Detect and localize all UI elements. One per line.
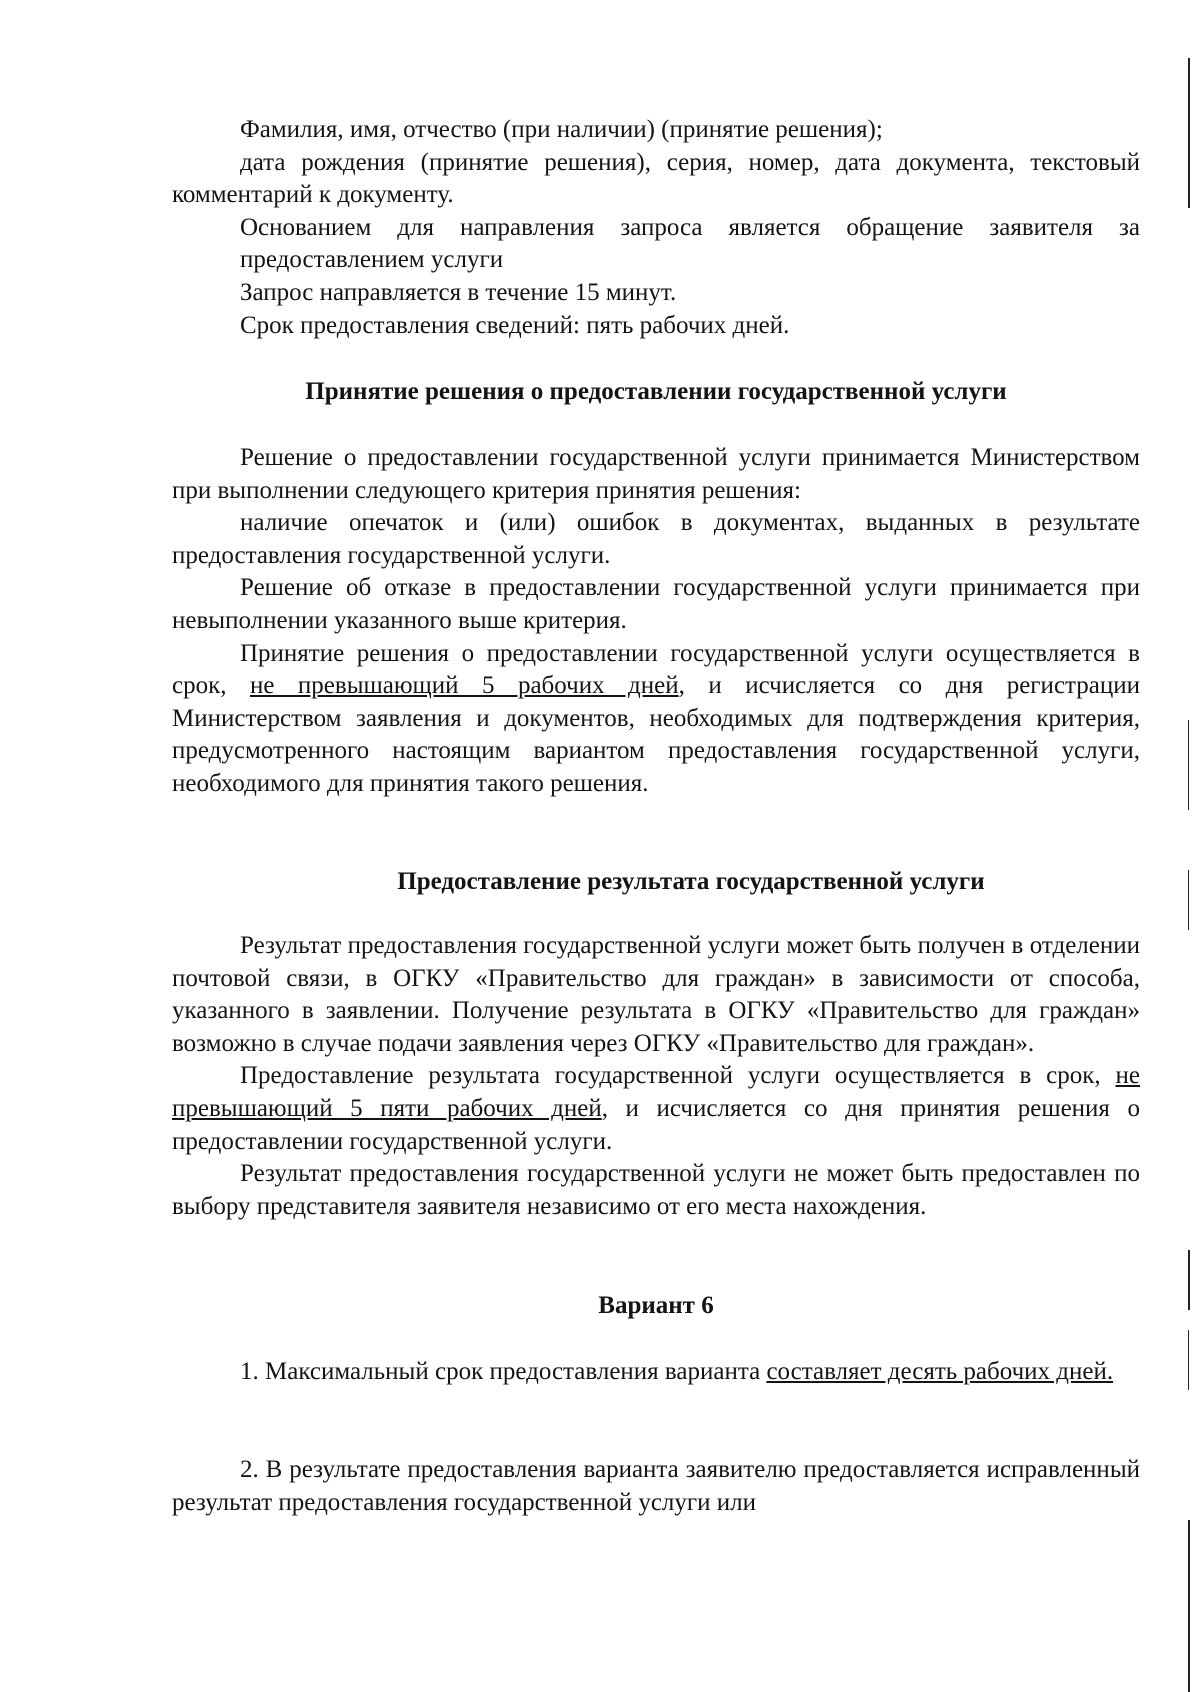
scan-edge-mark [1188, 870, 1189, 930]
scan-edge-mark [1188, 58, 1190, 208]
scan-edge-mark [1188, 1250, 1190, 1310]
intro-line-4: Запрос направляется в течение 15 минут. [240, 278, 677, 306]
decision-paragraph-1: Решение о предоставлении государственной услуги принимается Министерством при выполнении следующего критерия принятия решения: [172, 444, 1140, 504]
result-paragraph-1: Результат предоставления государственной услуги может быть получен в отделении почтовой связи, в ОГКУ «Правительство для граждан» в зависимости от способа, указанного в заявлении. Получение результата в ОГКУ «Правительство для граждан» возможно в случае подачи заявления через ОГКУ «Правительство для граждан». [172, 932, 1140, 1057]
section-heading-decision: Принятие решения о предоставлении государственной услуги [305, 378, 1007, 405]
result-paragraph-3: Результат предоставления государственной услуги не может быть предоставлен по выбору представителя заявителя независимо от его места нахождения. [172, 1160, 1140, 1220]
intro-line-1: Фамилия, имя, отчество (при наличии) (принятие решения); [240, 116, 883, 143]
section-heading-result: Предоставление результата государственной услуги [397, 868, 985, 895]
decision-p4-start: Принятие решения о предоставлении государственной услуги осуществляется в срок, [172, 639, 1140, 700]
scan-edge-mark [1188, 720, 1189, 810]
decision-paragraph-3: Решение об отказе в предоставлении государственной услуги принимается при невыполнении указанного выше критерия. [172, 574, 1140, 634]
variant-item-2: 2. В результате предоставления варианта заявителю предоставляется исправленный результат предоставления государственной услуги или [172, 1456, 1140, 1516]
result-paragraph-2 [172, 1060, 1140, 1158]
intro-line-2: дата рождения (принятие решения), серия, номер, дата документа, текстовый комментарий к документу. [172, 148, 1140, 209]
scan-edge-mark [1188, 1520, 1190, 1692]
intro-line-5: Срок предоставления сведений: пять рабочих дней. [240, 311, 790, 339]
decision-heading-wrap [172, 376, 1140, 409]
decision-p4-end: , и исчисляется со дня регистрации Министерством заявления и документов, необходимых для подтверждения критерия, предусмотренного настоящим вариантом предоставления государственной услуги, необходимого для принятия такого решения. [172, 672, 1140, 797]
result-p2-end: , и исчисляется со дня принятия решения о предоставлении государственной услуги. [172, 1094, 1140, 1155]
variant-item1-underlined: составляет десять рабочих дней. [766, 1358, 1114, 1385]
result-heading-wrap [172, 866, 1140, 899]
result-body [172, 930, 1140, 1223]
decision-paragraph-2: наличие опечаток и (или) ошибок в документах, выданных в результате предоставления государственной услуги. [172, 509, 1140, 569]
result-p2-start: Предоставление результата государственной услуги осуществляется в срок, [240, 1062, 1116, 1090]
variant-item-1-wrap [172, 1356, 1140, 1389]
variant-heading: Вариант 6 [598, 1292, 714, 1319]
intro-block [172, 114, 1140, 342]
decision-body [172, 442, 1140, 801]
scan-edge-mark [1188, 1330, 1189, 1390]
variant-heading-wrap [172, 1290, 1140, 1323]
variant-item-1 [172, 1356, 1140, 1389]
decision-p4-underlined: не превышающий 5 рабочих дней [249, 672, 679, 700]
result-p2-underlined: не превышающий 5 пяти рабочих дней [172, 1062, 1140, 1122]
decision-paragraph-4 [172, 638, 1140, 801]
variant-item1-start: 1. Максимальный срок предоставления варианта [240, 1358, 767, 1385]
variant-item-2-wrap [172, 1454, 1140, 1519]
intro-line-3: Основанием для направления запроса является обращение заявителя за предоставлением услуги [240, 213, 1140, 274]
